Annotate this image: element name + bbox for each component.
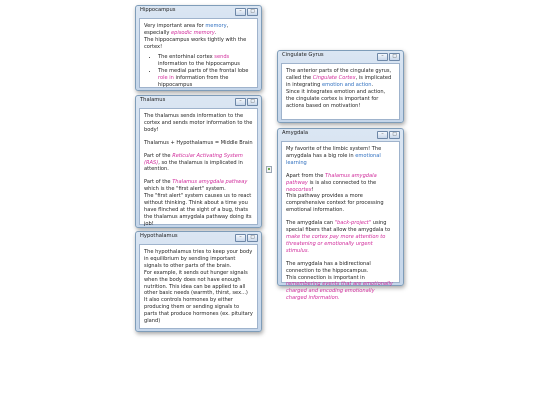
broken-image-icon xyxy=(266,166,272,173)
amygdala-window[interactable] xyxy=(277,128,404,302)
minimize-button[interactable]: – xyxy=(377,53,388,61)
minimize-button[interactable]: – xyxy=(235,98,246,106)
sends-link[interactable]: sends xyxy=(214,53,230,60)
paragraph: For example, it sends out hunger signals when the body does not have enough nutrition. This idea can be applied to all other basic needs (warmth, thirst, sex...) xyxy=(144,269,248,297)
minimize-button[interactable]: – xyxy=(235,8,246,16)
thalamus-amygdala-link[interactable]: Thalamus amygdala pathway xyxy=(172,179,248,186)
window-content xyxy=(281,63,400,120)
title-bar[interactable] xyxy=(139,96,258,108)
list-item: • The entorhinal cortex sends information to the hippocampus xyxy=(158,54,253,68)
role-link[interactable]: role in xyxy=(158,75,174,82)
hippocampus-window[interactable] xyxy=(135,5,262,91)
window-title: Thalamus xyxy=(140,97,166,103)
ras-link[interactable]: Reticular Activating System (RAS) xyxy=(144,152,243,166)
window-title: Amygdala xyxy=(282,130,309,136)
maximize-button[interactable]: □ xyxy=(247,98,258,106)
minimize-button[interactable]: – xyxy=(235,234,246,242)
memory-link[interactable]: memory xyxy=(205,23,227,29)
list-item: • The medial parts of the frontal lobe role in information from the hippocampus xyxy=(158,68,253,89)
emotional-learning-link[interactable]: emotional learning xyxy=(286,152,381,166)
emotion-action-link[interactable]: emotion and action xyxy=(321,81,372,88)
title-bar[interactable] xyxy=(139,6,258,18)
window-title: Hippocampus xyxy=(140,7,176,13)
paragraph: Part of the Reticular Activating System (RAS), so the thalamus is implicated in attention. xyxy=(144,152,243,173)
title-bar[interactable] xyxy=(281,51,400,63)
window-content xyxy=(139,244,258,329)
paragraph: The hypothalamus tries to keep your body in equilibrium by sending important signals to other parts of the brain. xyxy=(144,249,253,269)
window-title: Hypothalamus xyxy=(140,233,178,239)
title-bar[interactable] xyxy=(139,232,258,244)
paragraph: My favorite of the limbic system! The amygdala has a big role in emotional learning xyxy=(286,146,382,166)
paragraph: The hippocampus works tightly with the cortex! xyxy=(144,36,247,50)
window-content xyxy=(139,108,258,225)
paragraph: The anterior parts of the cingulate gyrus, called the Cingulate Cortex, is implicated in integrating emotion and action. xyxy=(286,68,392,88)
cingulate-cortex-link[interactable]: Cingulate Cortex xyxy=(312,74,356,81)
paragraph: Very important area for memory, especially episodic memory. xyxy=(144,23,229,36)
thalamus-amygdala-link[interactable]: Thalamus amygdala pathway xyxy=(286,172,377,186)
maximize-button[interactable]: □ xyxy=(389,53,400,61)
paragraph: The "first alert" system causes us to react without thinking. Think about a time you have flinched at the sight of a bug, thats the thalamus amygdala pathway doing its job! xyxy=(144,193,252,227)
paragraph: The amygdala has a bidirectional connection to the hippocampus. This connection is important in remembering events that are emotionally charged and encoding emotionally charged information. xyxy=(286,260,393,302)
window-content xyxy=(281,141,400,302)
cortex-attention-text: make the cortex pay more attention to threatening or emotionally urgent stimulus. xyxy=(286,233,386,254)
paragraph: The thalamus sends information to the cortex and sends motor information to the body! xyxy=(144,113,253,133)
window-title: Cingulate Gyrus xyxy=(282,52,324,58)
paragraph: It also controls hormones by either producing them or sending signals to parts that produce hormones (ex. pituitary gland) xyxy=(144,297,253,325)
paragraph: Since it integrates emotion and action, the cingulate cortex is important for actions based on motivation! xyxy=(286,88,386,109)
cingulate-gyrus-window[interactable] xyxy=(277,50,404,123)
episodic-memory-link[interactable]: episodic memory xyxy=(170,29,215,36)
hypothalamus-window[interactable] xyxy=(135,231,262,332)
maximize-button[interactable]: □ xyxy=(247,8,258,16)
paragraph: The amygdala can "back-project" using special fibers that allow the amygdala to make the cortex pay more attention to threatening or emotionally urgent stimulus. xyxy=(286,220,391,254)
neocortex-link[interactable]: neocortex xyxy=(286,186,312,193)
maximize-button[interactable]: □ xyxy=(389,131,400,139)
window-content xyxy=(139,18,258,88)
paragraph: Part of the Thalamus amygdala pathway which is the "first alert" system. xyxy=(144,179,248,193)
bullet-list xyxy=(144,54,253,90)
paragraph: Thalamus + Hypothalamus = Middle Brain xyxy=(144,139,253,146)
back-project-link[interactable]: "back-project" xyxy=(334,220,372,227)
remembering-events-text: remembering events that are emotionally charged and encoding emotionally charged information. xyxy=(286,281,393,302)
title-bar[interactable] xyxy=(281,129,400,141)
maximize-button[interactable]: □ xyxy=(247,234,258,242)
paragraph: Apart from the Thalamus amygdala pathway is is also connected to the neocortex! This pathway provides a more comprehensive context for processing emotional information. xyxy=(286,172,384,214)
minimize-button[interactable]: – xyxy=(377,131,388,139)
thalamus-window[interactable] xyxy=(135,95,262,228)
